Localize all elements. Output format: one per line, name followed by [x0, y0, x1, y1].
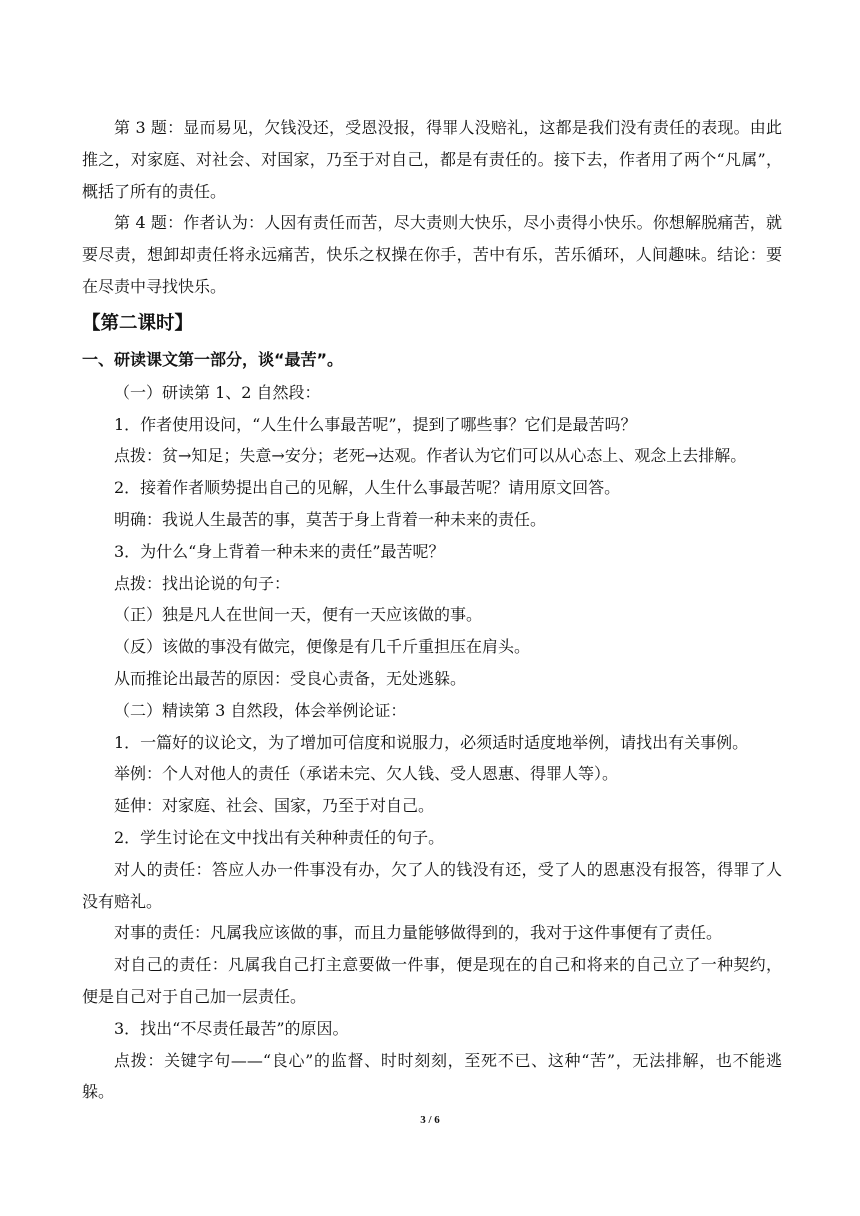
- page-number: 3 / 6: [420, 1114, 440, 1126]
- positive-sentence: （正）独是凡人在世间一天，便有一天应该做的事。: [114, 605, 483, 625]
- hint-3: 点拨：找出论说的句子：: [114, 573, 291, 593]
- negative-sentence: （反）该做的事没有做完，便像是有几千斤重担压在肩头。: [114, 637, 531, 657]
- paragraph-q4: 第 4 题：作者认为：人因有责任而苦，尽大责则大快乐，尽小责得小快乐。你想解脱痛苦，就要尽责，想卸却责任将永远痛苦，快乐之权操在你手，苦中有乐，苦乐循环，人间趣味。结论：要在尽责中寻找快乐。: [82, 213, 782, 296]
- page-content: [82, 112, 782, 1108]
- example-line: 举例：个人对他人的责任（承诺未完、欠人钱、受人恩惠、得罪人等）。: [114, 764, 619, 784]
- question-1: 1．作者使用设问，“人生什么事最苦呢”，提到了哪些事？它们是最苦吗？: [114, 414, 637, 434]
- question-example: 1．一篇好的议论文，为了增加可信度和说服力，必须适时适度地举例，请找出有关事例。: [114, 732, 749, 752]
- paragraph-q3: 第 3 题：显而易见，欠钱没还，受恩没报，得罪人没赔礼，这都是我们没有责任的表现。由此推之，对家庭、对社会、对国家，乃至于对自己，都是有责任的。接下去，作者用了两个“凡属”，概括了所有的责任。: [82, 118, 782, 201]
- paragraph-responsibility-things: 对事的责任：凡属我应该做的事，而且力量能够做得到的，我对于这件事便有了责任。: [114, 923, 723, 943]
- lesson-title: 【第二课时】: [82, 312, 194, 334]
- hint-1: 点拨：贫→知足；失意→安分；老死→达观。作者认为它们可以从心态上、观念上去排解。: [114, 446, 747, 466]
- hint-cause: 点拨：关键字句——“良心”的监督、时时刻刻，至死不已、这种“苦”，无法排解，也不能逃躲。: [82, 1050, 782, 1102]
- answer-2: 明确：我说人生最苦的事，莫苦于身上背着一种未来的责任。: [114, 509, 547, 529]
- paragraph-responsibility-people: 对人的责任：答应人办一件事没有办，欠了人的钱没有还，受了人的恩惠没有报答，得罪了人没有赔礼。: [82, 859, 782, 911]
- discussion-line: 2．学生讨论在文中找出有关种种责任的句子。: [114, 827, 445, 847]
- paragraph-responsibility-self: 对自己的责任：凡属我自己打主意要做一件事，便是现在的自己和将来的自己立了一种契约，便是自己对于自己加一层责任。: [82, 955, 782, 1006]
- extension-line: 延伸：对家庭、社会、国家，乃至于对自己。: [114, 796, 435, 816]
- section-heading: 一、研读课文第一部分，谈“最苦”。: [82, 349, 344, 369]
- conclusion-line: 从而推论出最苦的原因：受良心责备，无处逃躲。: [114, 668, 467, 688]
- question-cause: 3．找出“不尽责任最苦”的原因。: [114, 1018, 349, 1038]
- question-3: 3．为什么“身上背着一种未来的责任”最苦呢？: [114, 541, 445, 561]
- question-2: 2．接着作者顺势提出自己的见解，人生什么事最苦呢？请用原文回答。: [114, 478, 621, 498]
- subsection-1: （一）研读第 1、2 自然段：: [114, 382, 321, 402]
- subsection-2: （二）精读第 3 自然段，体会举例论证：: [114, 700, 407, 720]
